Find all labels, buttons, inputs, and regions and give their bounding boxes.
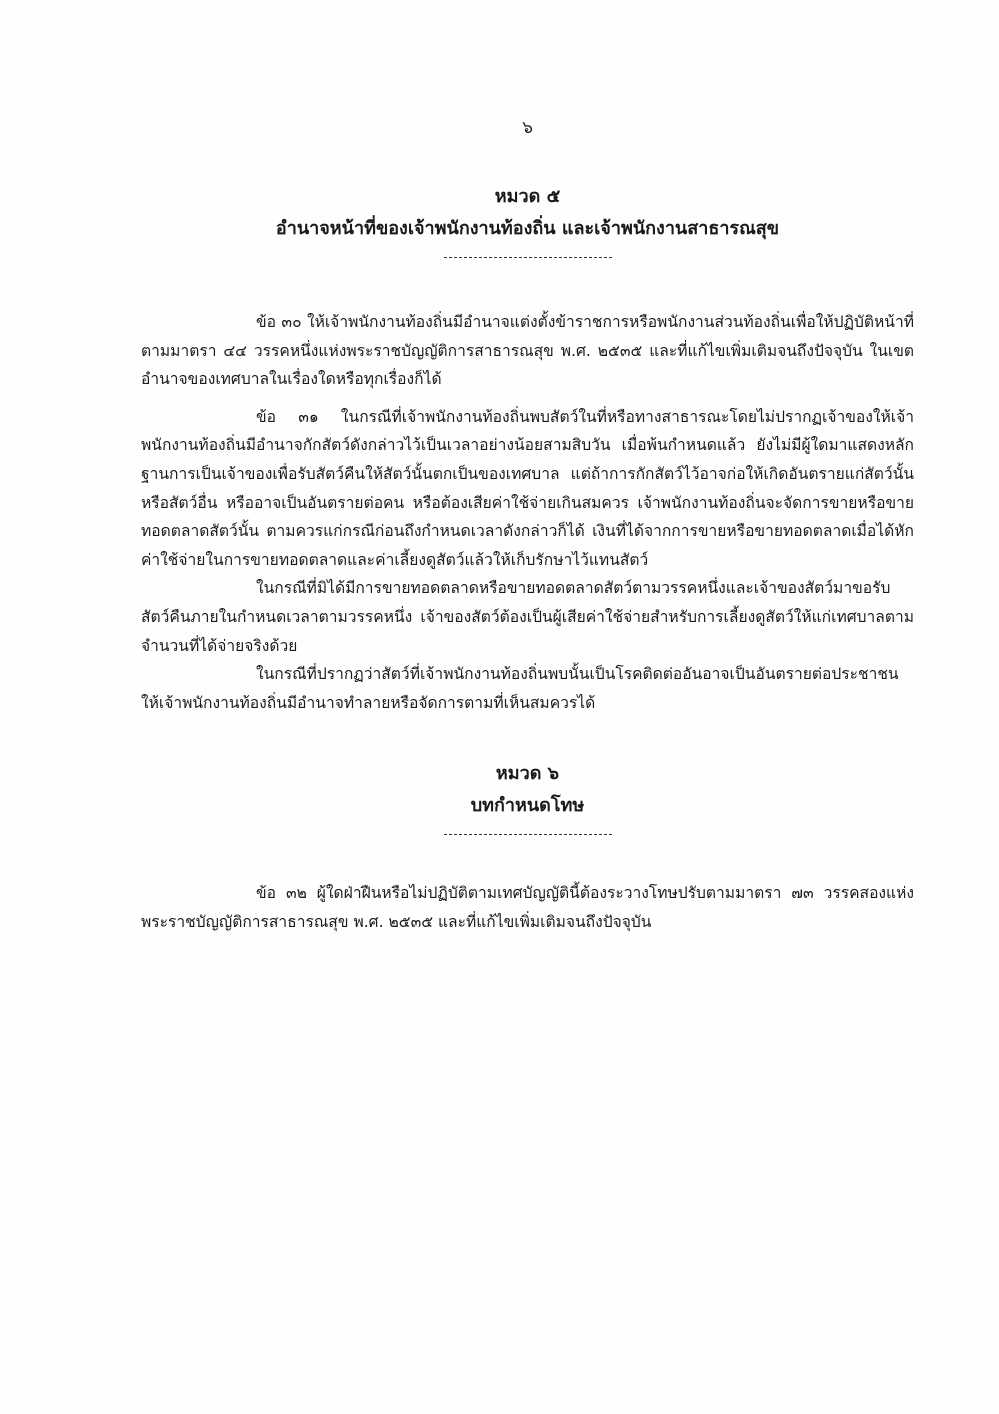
section-31-paragraph-3: ในกรณีที่ปรากฏว่าสัตว์ที่เจ้าพนักงานท้องถิ่นพบนั้นเป็นโรคติดต่ออันอาจเป็นอันตรายต่อประชาชน ให้เจ้าพนักงานท้องถิ่นมีอำนาจทำลายหรือจัดการตามที่เห็นสมควรได้ [141, 665, 899, 712]
section-30: ข้อ ๓๐ ให้เจ้าพนักงานท้องถิ่นมีอำนาจแต่งตั้งข้าราชการหรือพนักงานส่วนท้องถิ่นเพื่อให้ปฏิบัติหน้าที่ตามมาตรา ๔๔ วรรคหนึ่งแห่งพระราชบัญญัติการสาธารณสุข พ.ศ. ๒๕๓๕ และที่แก้ไขเพิ่มเติมจนถึงปัจจุบัน ในเขตอำนาจของเทศบาลในเรื่องใดหรือทุกเรื่องก็ได้ [141, 313, 914, 389]
section-31-paragraph-1: ข้อ ๓๑ ในกรณีที่เจ้าพนักงานท้องถิ่นพบสัตว์ในที่หรือทางสาธารณะโดยไม่ปรากฏเจ้าของให้เจ้าพนักงานท้องถิ่นมีอำนาจกักสัตว์ดังกล่าวไว้เป็นเวลาอย่างน้อยสามสิบวัน เมื่อพ้นกำหนดแล้ว ยังไม่มีผู้ใดมาแสดงหลักฐานการเป็นเจ้าของเพื่อรับสัตว์คืนให้สัตว์นั้นตกเป็นของเทศบาล แต่ถ้าการกักสัตว์ไว้อาจก่อให้เกิดอันตรายแก่สัตว์นั้นหรือสัตว์อื่น หรืออาจเป็นอันตรายต่อคน หรือต้องเสียค่าใช้จ่ายเกินสมควร เจ้าพนักงานท้องถิ่นจะจัดการขายหรือขายทอดตลาดสัตว์นั้น ตามควรแก่กรณีก่อนถึงกำหนดเวลาดังกล่าวก็ได้ เงินที่ได้จากการขายหรือขายทอดตลาดเมื่อได้หักค่าใช้จ่ายในการขายทอดตลาดและค่าเลี้ยงดูสัตว์แล้วให้เก็บรักษาไว้แทนสัตว์ [141, 407, 914, 569]
section-32: ข้อ ๓๒ ผู้ใดฝ่าฝืนหรือไม่ปฏิบัติตามเทศบัญญัตินี้ต้องระวางโทษปรับตามมาตรา ๗๓ วรรคสองแห่งพระราชบัญญัติการสาธารณสุข พ.ศ. ๒๕๓๕ และที่แก้ไขเพิ่มเติมจนถึงปัจจุบัน [141, 884, 914, 931]
divider-line [444, 249, 612, 258]
chapter-5-heading: หมวด ๕ [494, 186, 561, 207]
chapter-6-divider [141, 825, 914, 845]
spacer [141, 845, 914, 879]
spacer [141, 268, 914, 308]
chapter-5-title: อำนาจหน้าที่ของเจ้าพนักงานท้องถิ่น และเจ้าพนักงานสาธารณสุข [275, 218, 780, 239]
section-31-paragraph-2: ในกรณีที่มิได้มีการขายทอดตลาดหรือขายทอดตลาดสัตว์ตามวรรคหนึ่งและเจ้าของสัตว์มาขอรับสัตว์คืนภายในกำหนดเวลาตามวรรคหนึ่ง เจ้าของสัตว์ต้องเป็นผู้เสียค่าใช้จ่ายสำหรับการเลี้ยงดูสัตว์ให้แก่เทศบาลตามจำนวนที่ได้จ่ายจริงด้วย [141, 579, 914, 655]
spacer [141, 394, 914, 403]
spacer [141, 717, 914, 759]
divider-line [444, 826, 612, 835]
chapter-6-title: บทกำหนดโทษ [470, 795, 585, 817]
document-content [141, 112, 914, 937]
chapter-5-divider [141, 248, 914, 268]
chapter-6-heading: หมวด ๖ [495, 763, 560, 785]
page-number: ๖ [522, 118, 533, 138]
